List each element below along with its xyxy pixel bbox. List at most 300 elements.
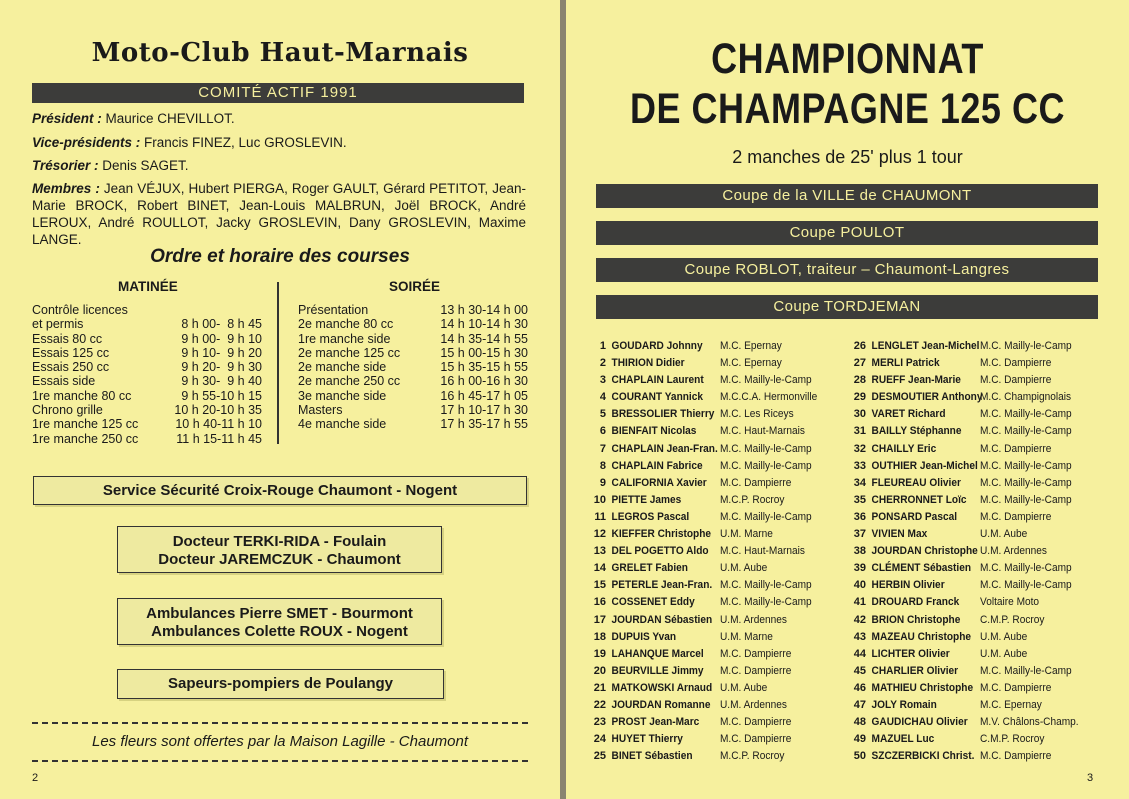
rider-club: M.C. Dampierre [980, 510, 1052, 523]
rider-number: 41 [853, 596, 866, 609]
rider-number: 28 [853, 374, 866, 387]
matinee-time: 11 h 15-11 h 45 [176, 431, 262, 446]
rider-club: U.M. Ardennes [980, 545, 1047, 558]
rider-number: 46 [853, 681, 866, 694]
soiree-schedule [298, 303, 528, 432]
championnat-title-line2: DE CHAMPAGNE 125 CC [630, 84, 1065, 133]
rider-club: M.C. Dampierre [720, 647, 792, 660]
rider-club: M.C.P. Rocroy [720, 493, 785, 506]
rider-name: BIENFAIT Nicolas [611, 425, 697, 438]
rider-club: C.M.P. Rocroy [980, 613, 1045, 626]
matinee-row [32, 332, 262, 346]
matinee-time: 10 h 20-10 h 35 [174, 403, 262, 418]
ambulance-1: Ambulances Pierre SMET - Bourmont [146, 605, 413, 622]
rider-name: VARET Richard [871, 408, 946, 421]
rider-club: M.C. Mailly-le-Camp [980, 493, 1072, 506]
rider-row [848, 663, 1100, 680]
rider-number: 10 [593, 493, 606, 506]
rider-club: M.C.C.A. Hermonville [720, 391, 818, 404]
rider-row [848, 680, 1100, 697]
rider-number: 16 [593, 596, 606, 609]
club-title: Moto-Club Haut-Marnais [91, 38, 469, 68]
rider-row [848, 612, 1100, 629]
divider-top [32, 722, 528, 724]
ambulances-box [117, 598, 442, 645]
matinee-label: 1re manche 250 cc [32, 431, 139, 446]
rider-number: 1 [599, 340, 606, 352]
rider-club: M.C. Les Riceys [720, 408, 794, 421]
rider-row [588, 646, 840, 663]
rider-name: BRESSOLIER Thierry [611, 408, 715, 421]
rider-row [848, 594, 1100, 611]
matinee-time: 9 h 20- 9 h 30 [181, 360, 262, 375]
rider-name: MERLI Patrick [871, 357, 940, 370]
rider-row [588, 372, 840, 389]
soiree-label: 2e manche 250 cc [298, 374, 401, 389]
rider-name: CHARLIER Olivier [871, 664, 959, 677]
soiree-time: 16 h 00-16 h 30 [440, 374, 528, 389]
comite-banner: COMITÉ ACTIF 1991 [32, 83, 524, 103]
rider-number: 24 [593, 733, 606, 746]
soiree-time: 15 h 35-15 h 55 [440, 360, 528, 375]
rider-row [848, 697, 1100, 714]
rider-name: PETERLE Jean-Fran. [611, 579, 713, 592]
rider-name: FLEUREAU Olivier [871, 476, 961, 489]
rider-club: M.C. Mailly-le-Camp [720, 459, 812, 472]
rider-name: RUEFF Jean-Marie [871, 374, 961, 387]
rider-club: M.C. Dampierre [980, 357, 1052, 370]
rider-name: CLÉMENT Sébastien [871, 562, 972, 575]
rider-club: M.C. Dampierre [980, 442, 1052, 455]
rider-number: 26 [853, 340, 866, 352]
rider-name: JOLY Romain [871, 698, 937, 711]
membres-label: Membres : [32, 181, 100, 196]
soiree-time: 14 h 10-14 h 30 [440, 317, 528, 332]
matinee-row [32, 303, 262, 317]
matinee-time: 9 h 10- 9 h 20 [181, 345, 262, 360]
rider-name: BEURVILLE Jimmy [611, 664, 704, 677]
soiree-time: 14 h 35-14 h 55 [440, 331, 528, 346]
matinee-label: Essais 125 cc [32, 345, 110, 360]
soiree-time: 17 h 35-17 h 55 [440, 417, 528, 432]
vice-president-line [32, 134, 526, 151]
pompiers-box [117, 669, 444, 699]
rider-number: 31 [853, 425, 866, 438]
rider-name: PONSARD Pascal [871, 510, 958, 523]
rider-club: U.M. Aube [720, 562, 768, 575]
rider-number: 25 [593, 750, 606, 763]
rider-number: 17 [593, 613, 606, 626]
rider-name: KIEFFER Christophe [611, 528, 712, 541]
rider-row [848, 646, 1100, 663]
matinee-row [32, 389, 262, 403]
soiree-label: 3e manche side [298, 388, 387, 403]
rider-row [588, 748, 840, 765]
soiree-label: 4e manche side [298, 417, 387, 432]
soiree-time: 13 h 30-14 h 00 [440, 303, 528, 317]
rider-number: 33 [853, 459, 866, 472]
rider-row [588, 714, 840, 731]
rider-club: M.C. Mailly-le-Camp [980, 408, 1072, 421]
rider-name: PROST Jean-Marc [611, 716, 700, 729]
rider-name: DUPUIS Yvan [611, 630, 677, 643]
rider-club: M.C. Mailly-le-Camp [980, 459, 1072, 472]
rider-club: M.C. Mailly-le-Camp [980, 664, 1072, 677]
rider-club: M.C. Epernay [980, 698, 1042, 711]
rider-row [848, 714, 1100, 731]
rider-row [848, 389, 1100, 406]
rider-number: 27 [853, 357, 866, 370]
rider-row [588, 423, 840, 440]
rider-name: VIVIEN Max [871, 528, 928, 541]
rider-row [588, 458, 840, 475]
rider-club: M.C. Mailly-le-Camp [980, 425, 1072, 438]
rider-number: 14 [593, 562, 606, 575]
rider-number: 13 [593, 545, 606, 558]
securite-text: Service Sécurité Croix-Rouge Chaumont - Nogent [102, 482, 458, 499]
membres-value: Jean VÉJUX, Hubert PIERGA, Roger GAULT, Gérard PETITOT, Jean-Marie BROCK, Robert BINET, Jean-Louis MALBRUN, Joël BROCK, André LEROUX, André ROULLOT, Jacky GROSLEVIN, Dany GROSLEVIN, Maxime LANGE. [32, 181, 526, 247]
rider-club: M.C. Haut-Marnais [720, 425, 805, 438]
rider-name: BINET Sébastien [611, 750, 693, 763]
rider-club: M.C.P. Rocroy [720, 750, 785, 763]
rider-club: M.C. Dampierre [980, 750, 1052, 763]
rider-name: BAILLY Stéphanne [871, 425, 962, 438]
president-value: Maurice CHEVILLOT. [101, 111, 235, 126]
rider-number: 44 [853, 647, 866, 660]
rider-number: 15 [593, 579, 606, 592]
soiree-row [298, 389, 528, 403]
rider-number: 29 [853, 391, 866, 404]
matinee-schedule [32, 303, 262, 446]
right-page [566, 0, 1129, 799]
rider-name: GAUDICHAU Olivier [871, 716, 968, 729]
rider-row [588, 526, 840, 543]
rider-number: 21 [593, 681, 606, 694]
vice-president-label: Vice-présidents : [32, 135, 141, 150]
matinee-row [32, 317, 262, 331]
rider-row [588, 389, 840, 406]
coupe-banner-1: Coupe de la VILLE de CHAUMONT [596, 184, 1098, 208]
matinee-time: 8 h 00- 8 h 45 [181, 317, 262, 332]
matinee-time: 9 h 55-10 h 15 [181, 388, 262, 403]
matinee-row [32, 346, 262, 360]
rider-number: 30 [853, 408, 866, 421]
matinee-heading: MATINÉE [118, 279, 178, 294]
rider-name: JOURDAN Sébastien [611, 613, 713, 626]
rider-number: 18 [593, 630, 606, 643]
rider-name: CHAPLAIN Laurent [611, 374, 704, 387]
rider-row [588, 680, 840, 697]
rider-row [848, 338, 1100, 355]
rider-name: JOURDAN Romanne [611, 698, 711, 711]
coupe-banner-3: Coupe ROBLOT, traiteur – Chaumont-Langres [596, 258, 1098, 282]
riders-column-1 [588, 338, 840, 765]
rider-row [588, 629, 840, 646]
rider-club: M.C. Epernay [720, 357, 782, 370]
fleurs-text: Les fleurs sont offertes par la Maison Lagille - Chaumont [91, 733, 469, 750]
rider-number: 11 [594, 510, 606, 523]
rider-name: DEL POGETTO Aldo [611, 545, 709, 558]
ordre-title: Ordre et horaire des courses [150, 246, 410, 267]
rider-club: M.C. Mailly-le-Camp [720, 596, 812, 609]
matinee-label: Contrôle licences [32, 303, 128, 317]
rider-row [588, 612, 840, 629]
rider-row [588, 697, 840, 714]
rider-number: 40 [853, 579, 866, 592]
rider-name: LAHANQUE Marcel [611, 647, 704, 660]
matinee-label: 1re manche 125 cc [32, 417, 139, 432]
rider-club: M.C. Epernay [720, 340, 782, 352]
manches-subtitle: 2 manches de 25' plus 1 tour [732, 147, 963, 167]
rider-number: 43 [853, 630, 866, 643]
rider-row [588, 492, 840, 509]
rider-club: M.C. Mailly-le-Camp [720, 374, 812, 387]
rider-number: 50 [853, 750, 866, 763]
rider-number: 34 [853, 476, 866, 489]
rider-number: 7 [599, 442, 606, 455]
rider-name: SZCZERBICKI Christ. [871, 750, 975, 763]
president-label: Président : [32, 111, 102, 126]
rider-club: U.M. Aube [980, 528, 1028, 541]
soiree-row [298, 332, 528, 346]
tresorier-line [32, 157, 526, 174]
soiree-time: 15 h 00-15 h 30 [440, 345, 528, 360]
rider-club: U.M. Aube [980, 647, 1028, 660]
matinee-row [32, 432, 262, 446]
rider-name: JOURDAN Christophe [871, 545, 978, 558]
soiree-row [298, 374, 528, 388]
vice-president-value: Francis FINEZ, Luc GROSLEVIN. [140, 135, 347, 150]
rider-name: MAZUEL Luc [871, 733, 935, 746]
rider-row [848, 748, 1100, 765]
rider-name: LENGLET Jean-Michel [871, 340, 980, 352]
coupe-banner-4: Coupe TORDJEMAN [596, 295, 1098, 319]
rider-club: M.C. Mailly-le-Camp [720, 510, 812, 523]
matinee-label: Essais 80 cc [32, 331, 103, 346]
soiree-label: Présentation [298, 303, 369, 317]
rider-row [588, 475, 840, 492]
rider-number: 2 [599, 357, 606, 370]
rider-row [588, 355, 840, 372]
tresorier-value: Denis SAGET. [98, 158, 189, 173]
soiree-time: 17 h 10-17 h 30 [440, 403, 528, 418]
rider-number: 36 [853, 510, 866, 523]
rider-name: CHAPLAIN Fabrice [611, 459, 703, 472]
rider-number: 19 [593, 647, 606, 660]
soiree-row [298, 346, 528, 360]
rider-row [848, 475, 1100, 492]
coupe-banner-2: Coupe POULOT [596, 221, 1098, 245]
rider-row [588, 509, 840, 526]
matinee-time: 9 h 30- 9 h 40 [181, 374, 262, 389]
rider-row [588, 338, 840, 355]
rider-number: 37 [853, 528, 866, 541]
matinee-label: 1re manche 80 cc [32, 388, 132, 403]
rider-club: M.C. Dampierre [980, 374, 1052, 387]
rider-number: 39 [853, 562, 866, 575]
rider-number: 42 [853, 613, 866, 626]
rider-club: M.C. Dampierre [720, 716, 792, 729]
rider-row [848, 731, 1100, 748]
rider-row [848, 423, 1100, 440]
rider-row [588, 594, 840, 611]
rider-club: U.M. Ardennes [720, 613, 787, 626]
docteurs-box [117, 526, 442, 573]
rider-row [848, 492, 1100, 509]
rider-row [588, 663, 840, 680]
rider-name: LICHTER Olivier [871, 647, 950, 660]
soiree-row [298, 360, 528, 374]
rider-name: DROUARD Franck [871, 596, 960, 609]
matinee-row [32, 360, 262, 374]
championnat-title-line1: CHAMPIONNAT [711, 34, 984, 83]
rider-name: HERBIN Olivier [871, 579, 945, 592]
rider-club: M.C. Dampierre [720, 476, 792, 489]
rider-name: THIRION Didier [611, 357, 685, 370]
rider-name: CHAPLAIN Jean-Fran. [611, 442, 718, 455]
rider-number: 12 [593, 528, 606, 541]
rider-club: M.V. Châlons-Champ. [980, 716, 1079, 729]
soiree-label: 1re manche side [298, 331, 391, 346]
soiree-label: 2e manche 80 cc [298, 317, 394, 332]
soiree-row [298, 303, 528, 317]
rider-name: CALIFORNIA Xavier [611, 476, 707, 489]
rider-club: M.C. Dampierre [720, 664, 792, 677]
rider-name: MAZEAU Christophe [871, 630, 972, 643]
rider-name: BRION Christophe [871, 613, 961, 626]
rider-number: 45 [853, 664, 866, 677]
soiree-row [298, 417, 528, 431]
rider-club: M.C. Mailly-le-Camp [980, 340, 1072, 352]
rider-row [848, 526, 1100, 543]
rider-number: 3 [599, 374, 606, 387]
matinee-row [32, 417, 262, 431]
rider-name: CHAILLY Eric [871, 442, 937, 455]
rider-row [848, 441, 1100, 458]
page-number-left: 2 [32, 772, 39, 784]
rider-club: M.C. Champignolais [980, 391, 1072, 404]
rider-club: U.M. Aube [720, 681, 768, 694]
rider-number: 35 [853, 493, 866, 506]
rider-club: U.M. Aube [980, 630, 1028, 643]
matinee-label: et permis [32, 317, 84, 332]
rider-row [848, 543, 1100, 560]
rider-club: Voltaire Moto [980, 596, 1040, 609]
rider-name: GOUDARD Johnny [611, 340, 703, 352]
rider-name: MATHIEU Christophe [871, 681, 974, 694]
matinee-time: 9 h 00- 9 h 10 [181, 331, 262, 346]
ambulance-2: Ambulances Colette ROUX - Nogent [151, 623, 408, 640]
rider-row [848, 629, 1100, 646]
rider-name: DESMOUTIER Anthony [871, 391, 983, 404]
rider-number: 38 [853, 545, 866, 558]
rider-name: PIETTE James [611, 493, 682, 506]
soiree-label: Masters [298, 403, 343, 418]
left-page [0, 0, 560, 799]
rider-club: M.C. Mailly-le-Camp [980, 476, 1072, 489]
rider-club: M.C. Dampierre [980, 681, 1052, 694]
soiree-time: 16 h 45-17 h 05 [440, 388, 528, 403]
rider-club: M.C. Mailly-le-Camp [980, 579, 1072, 592]
rider-club: C.M.P. Rocroy [980, 733, 1045, 746]
membres-line [32, 180, 526, 248]
matinee-time [150, 303, 262, 317]
rider-number: 8 [599, 459, 606, 472]
rider-club: M.C. Mailly-le-Camp [720, 579, 812, 592]
docteur-1: Docteur TERKI-RIDA - Foulain [172, 533, 387, 550]
rider-club: M.C. Mailly-le-Camp [720, 442, 812, 455]
rider-row [588, 731, 840, 748]
president-line [32, 110, 526, 127]
rider-number: 4 [599, 391, 606, 404]
rider-row [848, 577, 1100, 594]
docteur-2: Docteur JAREMCZUK - Chaumont [158, 551, 401, 568]
matinee-label: Essais side [32, 374, 96, 389]
rider-number: 22 [593, 698, 606, 711]
rider-row [588, 543, 840, 560]
page-number-right: 3 [1087, 772, 1094, 784]
rider-name: COSSENET Eddy [611, 596, 695, 609]
matinee-time: 10 h 40-11 h 10 [175, 417, 262, 432]
rider-number: 23 [593, 716, 606, 729]
rider-number: 20 [593, 664, 606, 677]
rider-row [848, 509, 1100, 526]
rider-row [588, 441, 840, 458]
rider-row [848, 372, 1100, 389]
rider-number: 6 [599, 425, 606, 438]
rider-row [848, 560, 1100, 577]
rider-name: GRELET Fabien [611, 562, 688, 575]
rider-club: U.M. Marne [720, 528, 773, 541]
rider-name: CHERRONNET Loïc [871, 493, 967, 506]
divider-bottom [32, 760, 528, 762]
rider-club: M.C. Dampierre [720, 733, 792, 746]
soiree-heading: SOIRÉE [389, 279, 441, 294]
rider-row [588, 406, 840, 423]
rider-row [848, 458, 1100, 475]
schedule-divider [277, 282, 279, 444]
rider-row [848, 355, 1100, 372]
matinee-label: Chrono grille [32, 403, 103, 418]
rider-row [588, 560, 840, 577]
rider-number: 49 [853, 733, 866, 746]
rider-row [588, 577, 840, 594]
rider-name: COURANT Yannick [611, 391, 704, 404]
rider-club: U.M. Ardennes [720, 698, 787, 711]
rider-number: 47 [853, 698, 866, 711]
soiree-row [298, 403, 528, 417]
rider-name: HUYET Thierry [611, 733, 683, 746]
rider-number: 48 [853, 716, 866, 729]
rider-number: 5 [599, 408, 606, 421]
tresorier-label: Trésorier : [32, 158, 99, 173]
rider-number: 32 [853, 442, 866, 455]
rider-club: M.C. Mailly-le-Camp [980, 562, 1072, 575]
soiree-label: 2e manche side [298, 360, 387, 375]
soiree-row [298, 317, 528, 331]
matinee-row [32, 374, 262, 388]
matinee-row [32, 403, 262, 417]
rider-name: MATKOWSKI Arnaud [611, 681, 713, 694]
rider-row [848, 406, 1100, 423]
soiree-label: 2e manche 125 cc [298, 345, 401, 360]
securite-box [33, 476, 527, 505]
rider-club: U.M. Marne [720, 630, 773, 643]
rider-name: LEGROS Pascal [611, 510, 690, 523]
rider-name: OUTHIER Jean-Michel [871, 459, 978, 472]
rider-club: M.C. Haut-Marnais [720, 545, 805, 558]
matinee-label: Essais 250 cc [32, 360, 110, 375]
